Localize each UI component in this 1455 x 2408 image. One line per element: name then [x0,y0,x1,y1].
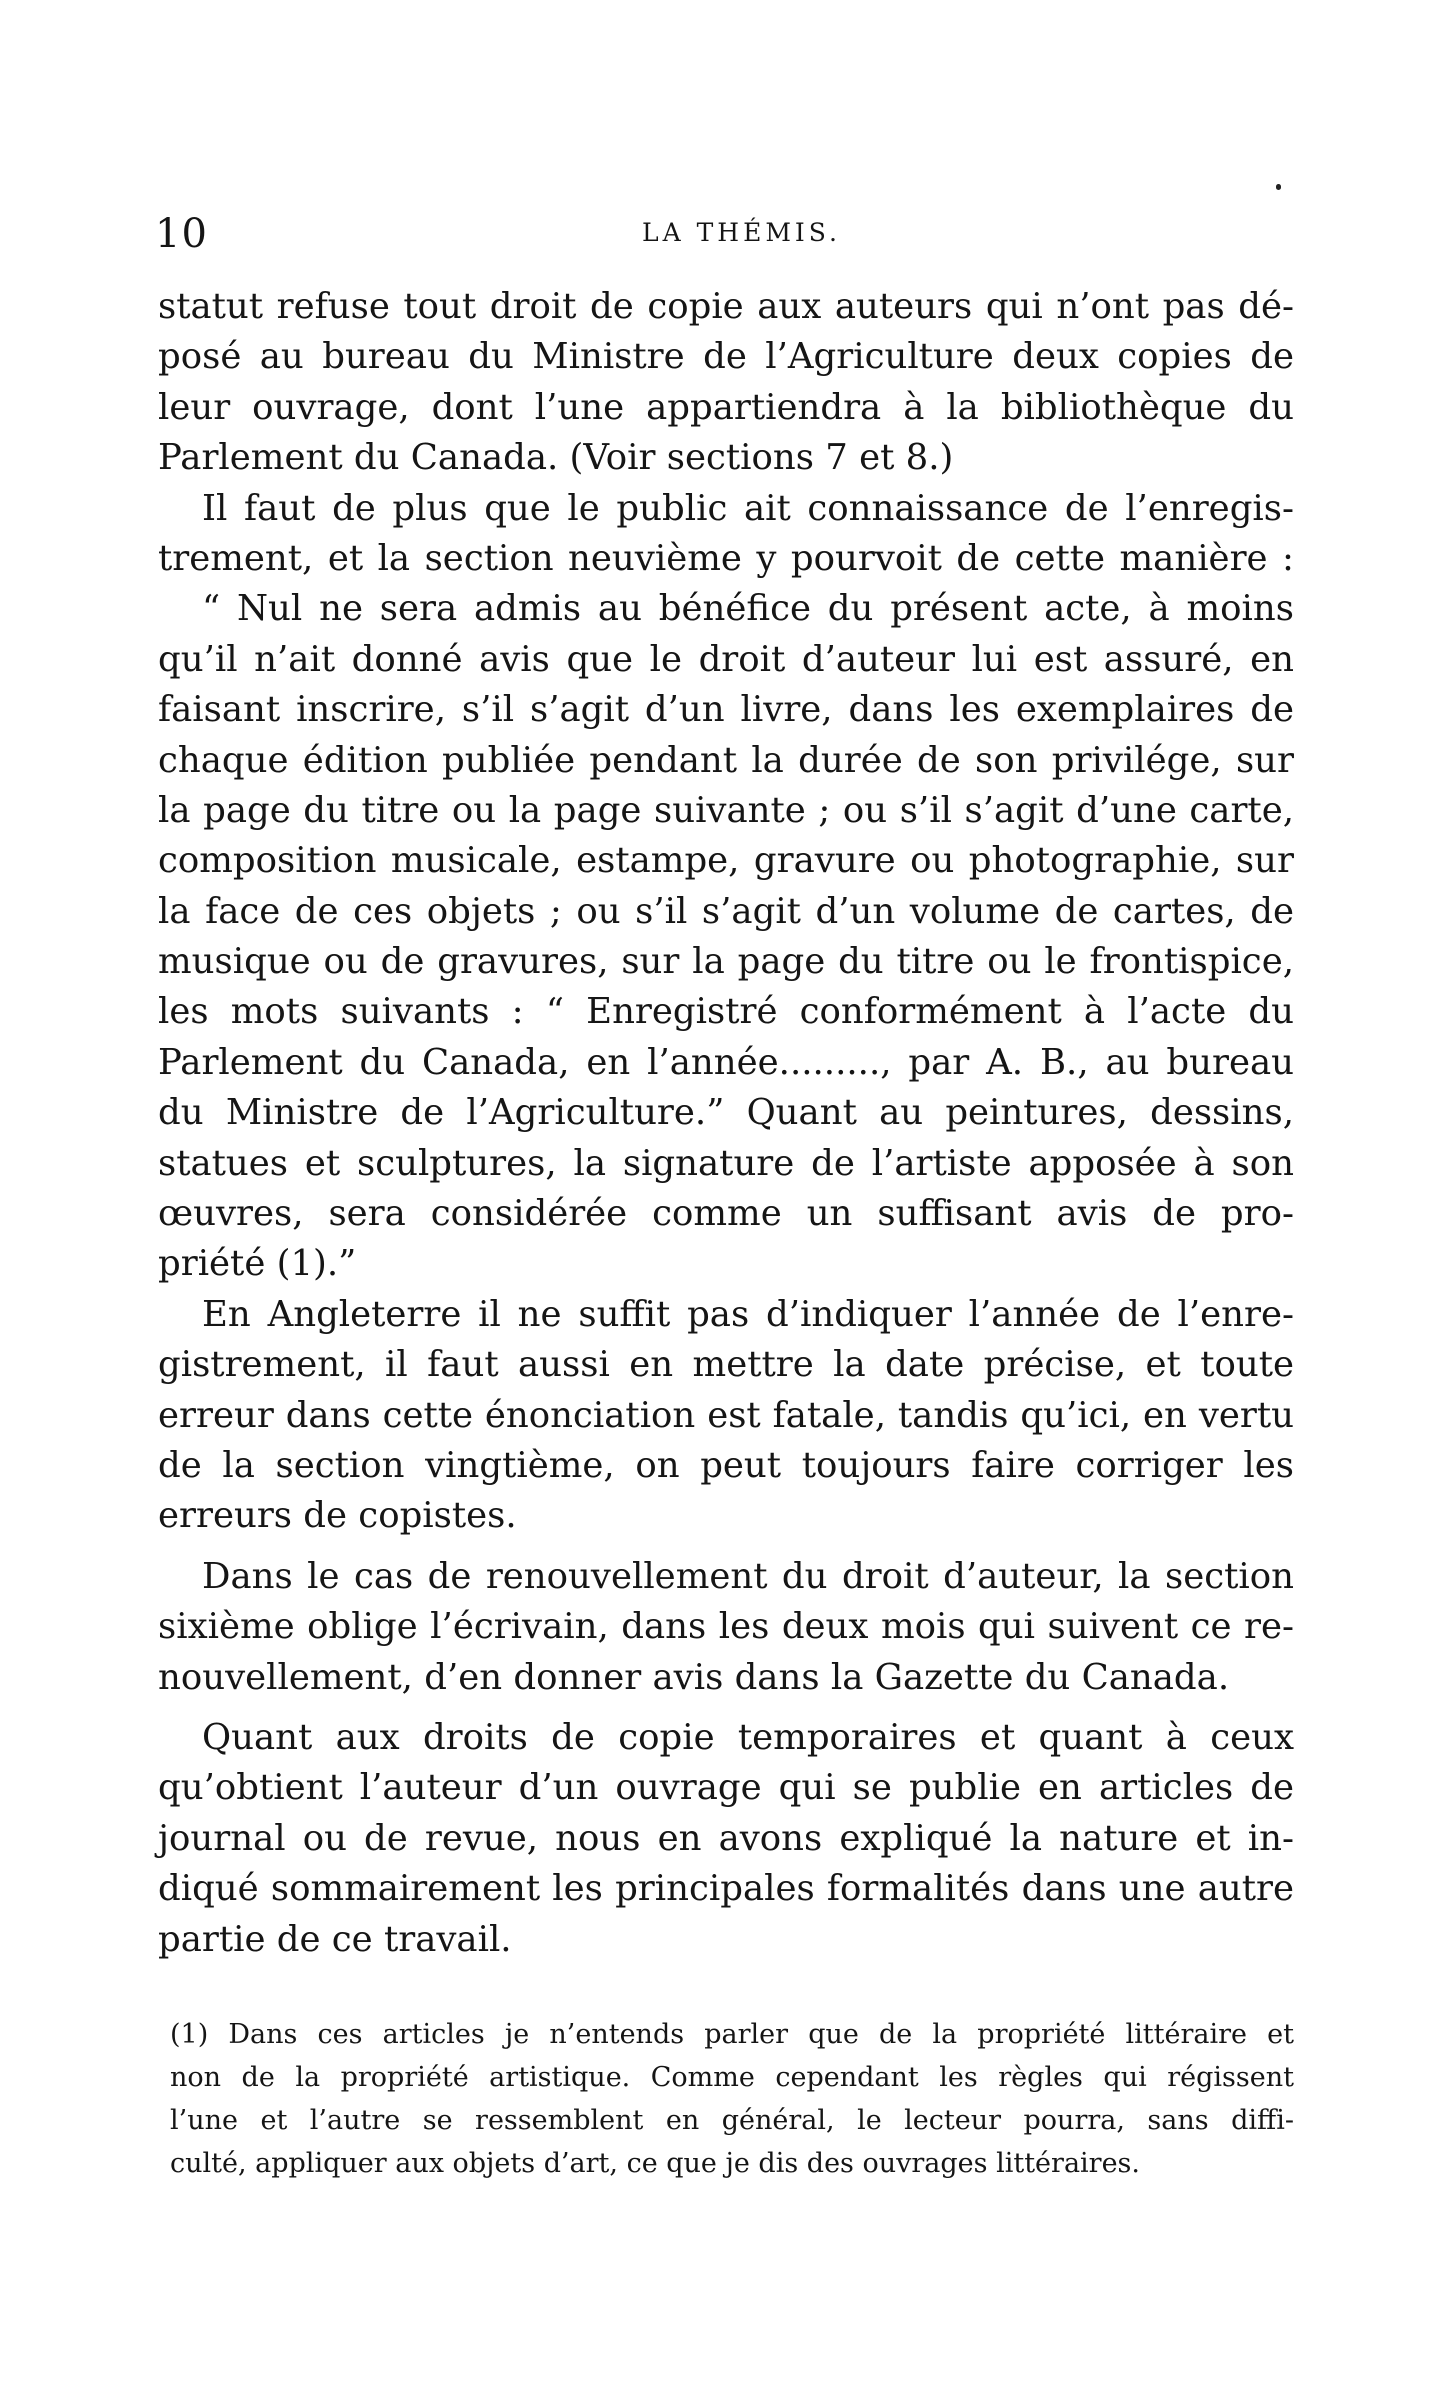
text-line: œuvres, sera considérée comme un suffisant avis de pro- [158,1193,1294,1235]
text-line: erreur dans cette énonciation est fatale, tandis qu’ici, en vertu [158,1394,1294,1436]
paragraph-spacing [158,1703,1294,1713]
text-line: erreurs de copistes. [158,1495,517,1537]
footnote-line: non de la propriété artistique. Comme cependant les règles qui régissent [170,2062,1294,2093]
text-line: Parlement du Canada. (Voir sections 7 et 8.) [158,437,954,479]
running-head: LA THÉMIS. [642,218,841,247]
text-line: musique ou de gravures, sur la page du titre ou le frontispice, [158,941,1294,983]
text-line: de la section vingtième, on peut toujours faire corriger les [158,1444,1294,1486]
text-line: qu’il n’ait donné avis que le droit d’auteur lui est assuré, en [158,638,1294,680]
text-line: trement, et la section neuvième y pourvoit de cette manière : [158,537,1294,579]
text-line: statut refuse tout droit de copie aux auteurs qui n’ont pas dé- [158,286,1294,327]
page-number: 10 [155,211,208,257]
text-line: priété (1).” [158,1243,357,1285]
text-line: sixième oblige l’écrivain, dans les deux mois qui suivent ce re- [158,1606,1294,1648]
text-line: Quant aux droits de copie temporaires et quant à ceux [202,1716,1294,1758]
text-line: “ Nul ne sera admis au bénéfice du présent acte, à moins [202,588,1294,630]
ink-mark [1276,184,1281,190]
footnote-line: culté, appliquer aux objets d’art, ce que je dis des ouvrages littéraires. [170,2148,1140,2179]
text-line: gistrement, il faut aussi en mettre la date précise, et toute [158,1344,1294,1386]
text-line: diqué sommairement les principales formalités dans une autre [158,1868,1294,1910]
text-line: Parlement du Canada, en l’année........., par A. B., au bureau [158,1041,1294,1083]
text-line: du Ministre de l’Agriculture.” Quant au peintures, dessins, [158,1092,1294,1134]
text-line: leur ouvrage, dont l’une appartiendra à la bibliothèque du [158,386,1294,428]
text-line: statues et sculptures, la signature de l’artiste apposée à son [158,1142,1294,1184]
text-line: journal ou de revue, nous en avons expliqué la nature et in- [158,1817,1294,1859]
text-line: En Angleterre il ne suffit pas d’indiquer l’année de l’enre- [202,1293,1294,1335]
text-line: les mots suivants : “ Enregistré conformément à l’acte du [158,991,1294,1033]
text-line: nouvellement, d’en donner avis dans la Gazette du Canada. [158,1656,1230,1698]
text-line: la face de ces objets ; ou s’il s’agit d’un volume de cartes, de [158,890,1294,932]
text-line: partie de ce travail. [158,1918,512,1960]
text-line: Il faut de plus que le public ait connaissance de l’enregis- [202,487,1294,529]
text-line: qu’obtient l’auteur d’un ouvrage qui se publie en articles de [158,1767,1294,1809]
paragraph-spacing [158,1542,1294,1552]
text-line: posé au bureau du Ministre de l’Agriculture deux copies de [158,336,1294,378]
text-line: chaque édition publiée pendant la durée de son privilége, sur [158,739,1294,781]
text-line: la page du titre ou la page suivante ; ou s’il s’agit d’une carte, [158,789,1294,831]
text-line: faisant inscrire, s’il s’agit d’un livre, dans les exemplaires de [158,689,1294,731]
footnote-line: l’une et l’autre se ressemblent en général, le lecteur pourra, sans diffi- [170,2105,1294,2136]
text-line: composition musicale, estampe, gravure ou photographie, sur [158,840,1294,882]
footnote-line: (1) Dans ces articles je n’entends parler que de la propriété littéraire et [170,2019,1294,2050]
footnote [170,2013,1294,2185]
main-text [158,282,1294,1965]
text-line: Dans le cas de renouvellement du droit d’auteur, la section [202,1555,1294,1597]
